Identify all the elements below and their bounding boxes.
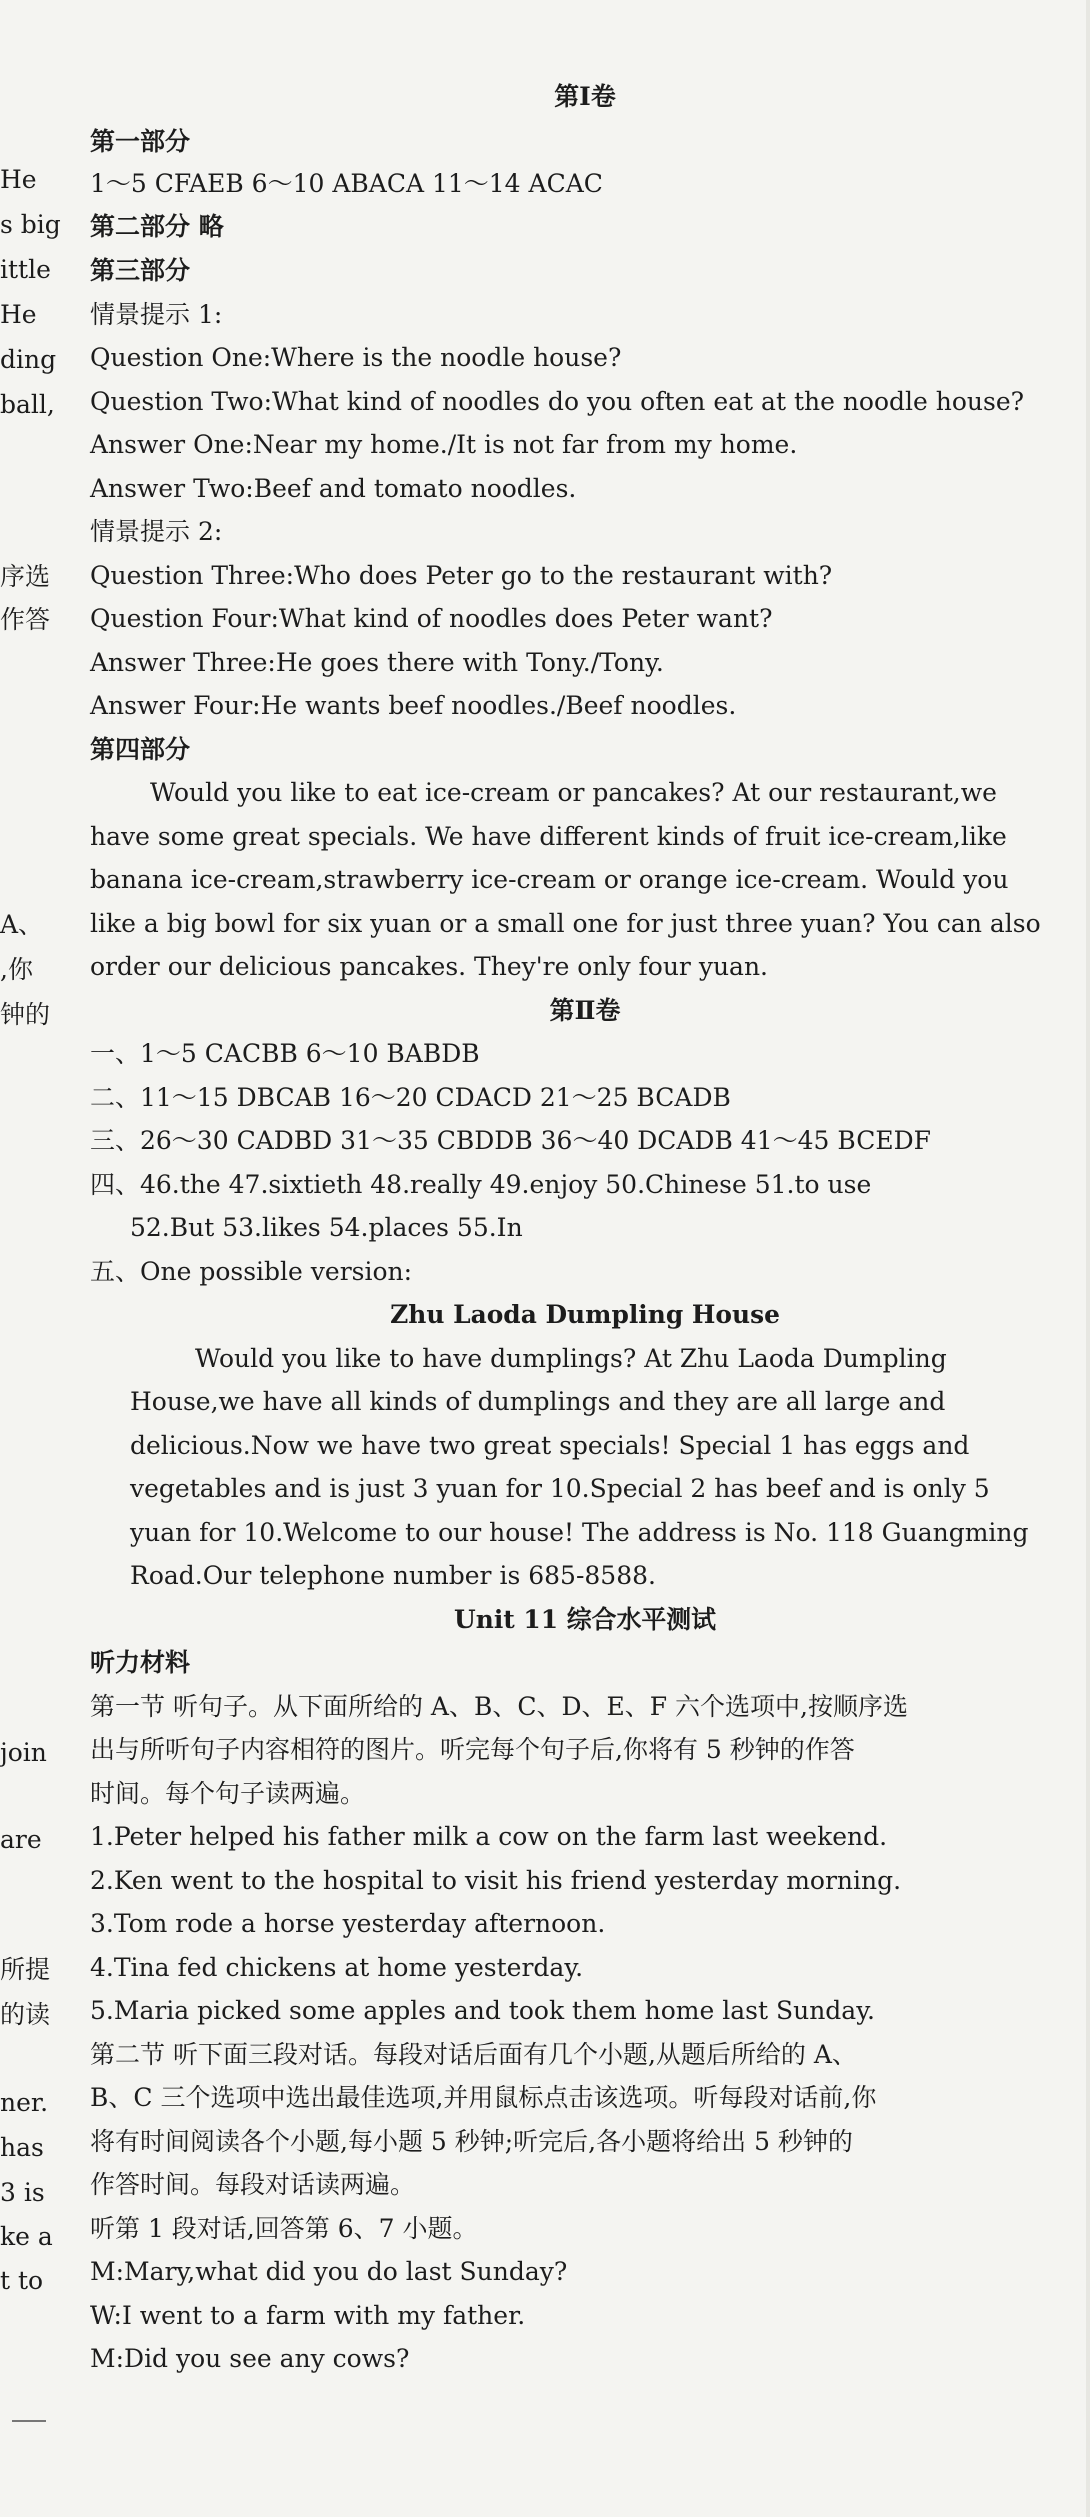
question-1: Question One:Where is the noodle house? bbox=[90, 343, 622, 372]
essay-line: House,we have all kinds of dumplings and they are all large and bbox=[130, 1387, 946, 1416]
instruction-line: 将有时间阅读各个小题,每小题 5 秒钟;听完后,各小题将给出 5 秒钟的 bbox=[90, 2127, 853, 2156]
instruction-line: 出与所听句子内容相符的图片。听完每个句子后,你将有 5 秒钟的作答 bbox=[90, 1735, 855, 1764]
margin-fragment: ke a bbox=[0, 2222, 53, 2251]
instruction-line: 第二节 听下面三段对话。每段对话后面有几个小题,从题后所给的 A、 bbox=[90, 2040, 857, 2069]
margin-fragment: t to bbox=[0, 2266, 44, 2295]
margin-fragment: ittle bbox=[0, 255, 51, 284]
instruction-line: B、C 三个选项中选出最佳选项,并用鼠标点击该选项。听每段对话前,你 bbox=[90, 2083, 877, 2112]
instruction-line: 时间。每个句子读两遍。 bbox=[90, 1779, 366, 1808]
instruction-line: 作答时间。每段对话读两遍。 bbox=[90, 2170, 416, 2199]
answer-3: Answer Three:He goes there with Tony./Tony. bbox=[90, 648, 664, 677]
question-3: Question Three:Who does Peter go to the restaurant with? bbox=[90, 561, 833, 590]
unit-title: Unit 11 综合水平测试 bbox=[454, 1605, 716, 1634]
answer-row: 一、1～5 CACBB 6～10 BABDB bbox=[90, 1039, 480, 1068]
margin-fragment: s big bbox=[0, 210, 61, 239]
answer-4: Answer Four:He wants beef noodles./Beef noodles. bbox=[90, 691, 737, 720]
part-2: 第二部分 略 bbox=[90, 212, 224, 241]
question-4: Question Four:What kind of noodles does Peter want? bbox=[90, 604, 773, 633]
part-1-answers: 1～5 CFAEB 6～10 ABACA 11～14 ACAC bbox=[90, 169, 603, 198]
margin-fragment: ding bbox=[0, 345, 57, 374]
section-1-title: 第Ⅰ卷 bbox=[554, 82, 616, 111]
margin-fragment: 钟的 bbox=[0, 1000, 51, 1029]
margin-fragment: He bbox=[0, 300, 37, 329]
margin-fragment: ,你 bbox=[0, 955, 33, 984]
answer-2: Answer Two:Beef and tomato noodles. bbox=[90, 474, 577, 503]
dialog-line: M:Did you see any cows? bbox=[90, 2344, 410, 2373]
part-4-line: Would you like to eat ice-cream or pancakes? At our restaurant,we bbox=[150, 778, 997, 807]
margin-fragment: join bbox=[0, 1738, 47, 1767]
part-3-heading: 第三部分 bbox=[90, 256, 191, 285]
essay-line: Would you like to have dumplings? At Zhu Laoda Dumpling bbox=[195, 1344, 947, 1373]
scene-2: 情景提示 2: bbox=[90, 517, 223, 546]
part-4-heading: 第四部分 bbox=[90, 735, 191, 764]
answer-row: 二、11～15 DBCAB 16～20 CDACD 21～25 BCADB bbox=[90, 1083, 731, 1112]
answer-1: Answer One:Near my home./It is not far from my home. bbox=[90, 430, 798, 459]
answer-row: 四、46.the 47.sixtieth 48.really 49.enjoy 50.Chinese 51.to use bbox=[90, 1170, 872, 1199]
sentence: 5.Maria picked some apples and took them home last Sunday. bbox=[90, 1996, 875, 2025]
margin-fragment: 作答 bbox=[0, 605, 51, 634]
part-4-line: banana ice-cream,strawberry ice-cream or orange ice-cream. Would you bbox=[90, 865, 1009, 894]
dialog-intro: 听第 1 段对话,回答第 6、7 小题。 bbox=[90, 2214, 478, 2243]
dialog-line: W:I went to a farm with my father. bbox=[90, 2301, 526, 2330]
listening-heading: 听力材料 bbox=[90, 1648, 191, 1677]
sentence: 3.Tom rode a horse yesterday afternoon. bbox=[90, 1909, 606, 1938]
part-1-heading: 第一部分 bbox=[90, 127, 191, 156]
sentence: 4.Tina fed chickens at home yesterday. bbox=[90, 1953, 584, 1982]
margin-fragment: A、 bbox=[0, 910, 44, 939]
margin-fragment: 3 is bbox=[0, 2178, 45, 2207]
margin-fragment: ner. bbox=[0, 2088, 49, 2117]
answer-row: 五、One possible version: bbox=[90, 1257, 413, 1286]
margin-fragment: 所提 bbox=[0, 1955, 51, 1984]
margin-fragment: are bbox=[0, 1825, 42, 1854]
instruction-line: 第一节 听句子。从下面所给的 A、B、C、D、E、F 六个选项中,按顺序选 bbox=[90, 1692, 908, 1721]
page-edge bbox=[1086, 0, 1090, 2517]
margin-fragment: 的读 bbox=[0, 2000, 51, 2029]
part-4-line: have some great specials. We have different kinds of fruit ice-cream,like bbox=[90, 822, 1007, 851]
sentence: 1.Peter helped his father milk a cow on the farm last weekend. bbox=[90, 1822, 888, 1851]
essay-line: vegetables and is just 3 yuan for 10.Special 2 has beef and is only 5 bbox=[130, 1474, 990, 1503]
dialog-line: M:Mary,what did you do last Sunday? bbox=[90, 2257, 568, 2286]
margin-fragment: has bbox=[0, 2133, 44, 2162]
part-4-line: like a big bowl for six yuan or a small one for just three yuan? You can also bbox=[90, 909, 1041, 938]
essay-title: Zhu Laoda Dumpling House bbox=[390, 1300, 780, 1329]
margin-fragment: ball, bbox=[0, 390, 55, 419]
question-2: Question Two:What kind of noodles do you often eat at the noodle house? bbox=[90, 387, 1025, 416]
essay-line: delicious.Now we have two great specials! Special 1 has eggs and bbox=[130, 1431, 970, 1460]
part-4-line: order our delicious pancakes. They're only four yuan. bbox=[90, 952, 769, 981]
margin-rule bbox=[12, 2420, 46, 2422]
scene-1: 情景提示 1: bbox=[90, 300, 223, 329]
essay-line: yuan for 10.Welcome to our house! The address is No. 118 Guangming bbox=[130, 1518, 1029, 1547]
answer-row: 三、26～30 CADBD 31～35 CBDDB 36～40 DCADB 41～45 BCEDF bbox=[90, 1126, 931, 1155]
answer-row: 52.But 53.likes 54.places 55.In bbox=[130, 1213, 523, 1242]
section-2-title: 第Ⅱ卷 bbox=[549, 996, 621, 1025]
essay-line: Road.Our telephone number is 685-8588. bbox=[130, 1561, 656, 1590]
margin-fragment: 序选 bbox=[0, 562, 51, 591]
margin-fragment: He bbox=[0, 165, 37, 194]
sentence: 2.Ken went to the hospital to visit his friend yesterday morning. bbox=[90, 1866, 902, 1895]
